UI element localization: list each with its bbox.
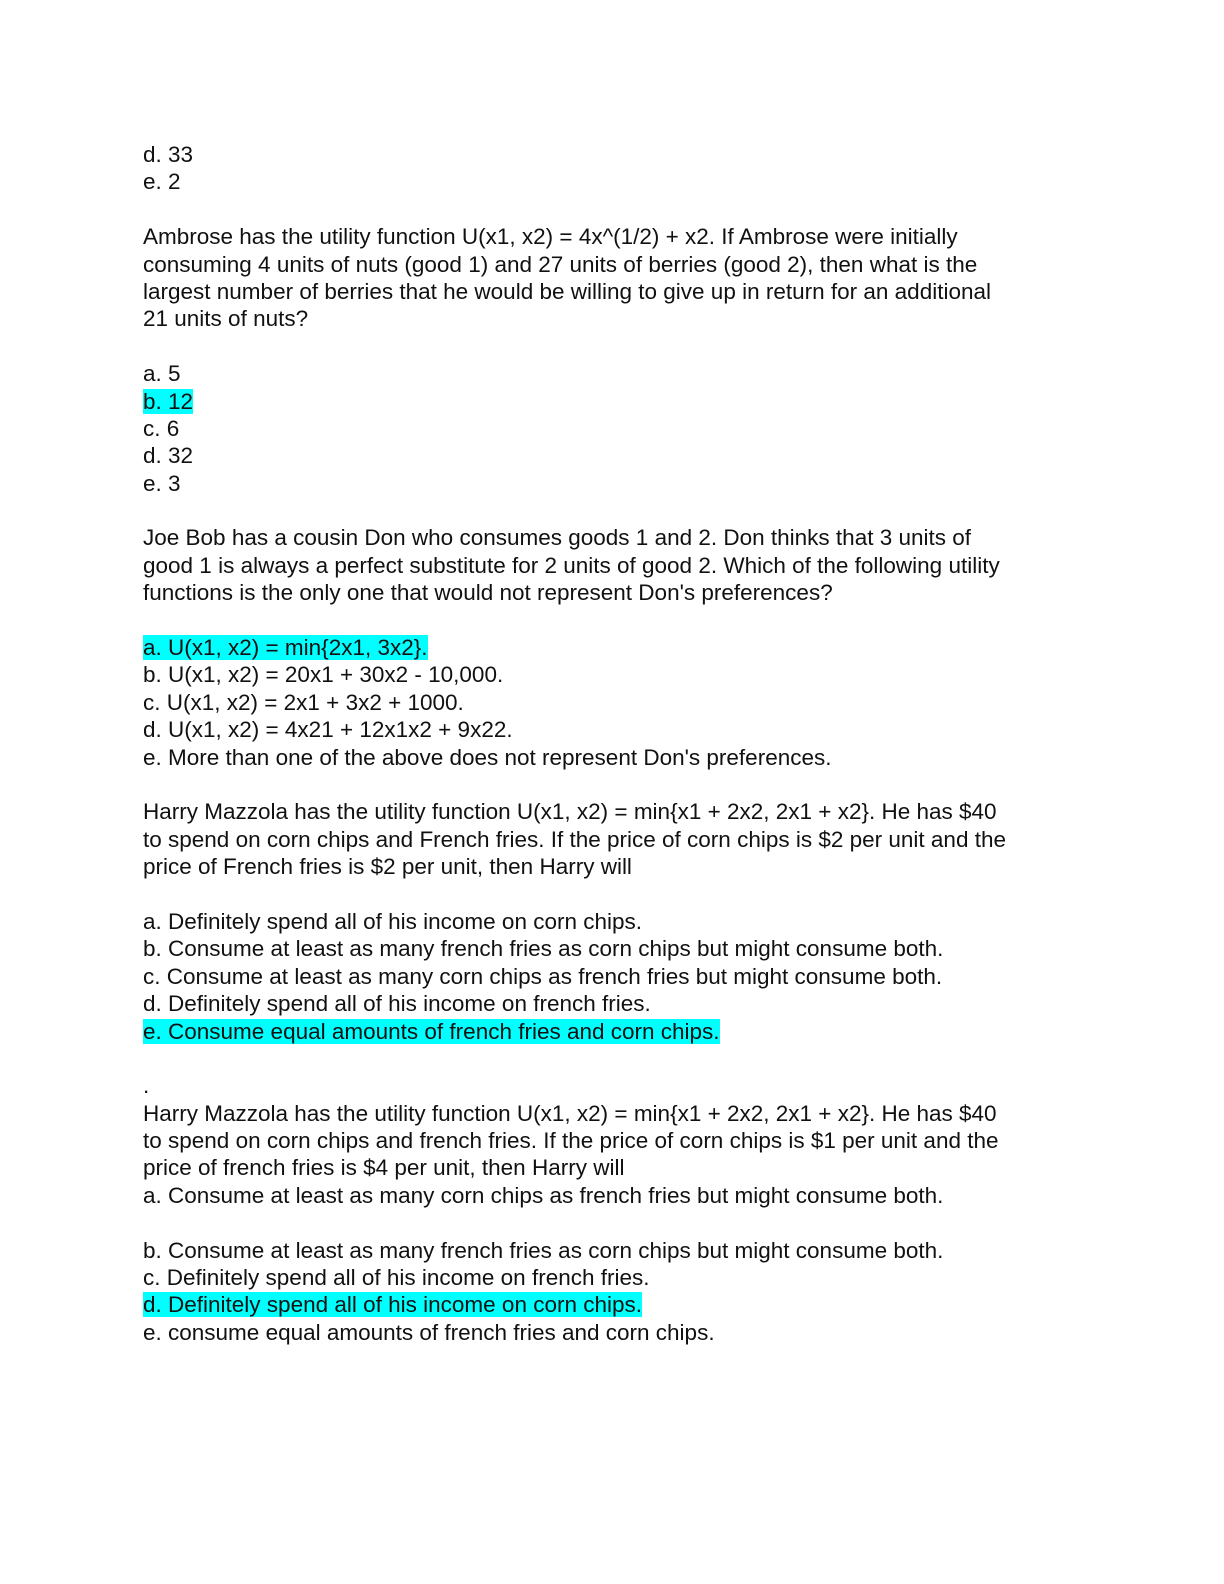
question-text-line: Harry Mazzola has the utility function U(x1, x2) = min{x1 + 2x2, 2x1 + x2}. He has $40	[143, 1100, 997, 1126]
answer-option-a	[143, 1182, 1103, 1209]
question-text-line: to spend on corn chips and french fries. If the price of corn chips is $1 per unit and the	[143, 1128, 999, 1154]
option-text: c. U(x1, x2) = 2x1 + 3x2 + 1000.	[143, 689, 464, 715]
option-text: e. More than one of the above does not represent Don's preferences.	[143, 744, 832, 770]
option-text: d. Definitely spend all of his income on french fries.	[143, 991, 651, 1017]
option-text: c. 6	[143, 415, 180, 441]
spacer	[143, 1045, 1103, 1072]
question-harry-2	[143, 1100, 1103, 1347]
option-text: a. Definitely spend all of his income on corn chips.	[143, 908, 643, 934]
option-d: d. 33	[143, 142, 194, 167]
option-text: a. Consume at least as many corn chips as french fries but might consume both.	[143, 1182, 944, 1208]
answer-option-a	[143, 360, 1103, 387]
answer-option-e	[143, 1319, 1103, 1346]
spacer	[143, 333, 1103, 360]
option-text: b. Consume at least as many french fries as corn chips but might consume both.	[143, 1237, 944, 1263]
answer-option-c	[143, 415, 1103, 442]
answer-option-d	[143, 1291, 1103, 1318]
question-joe-bob	[143, 524, 1103, 771]
answer-option-a	[143, 908, 1103, 935]
option-text: b. Consume at least as many french fries as corn chips but might consume both.	[143, 936, 944, 962]
spacer	[143, 881, 1103, 908]
spacer	[143, 1209, 1103, 1236]
question-text-line: Harry Mazzola has the utility function U(x1, x2) = min{x1 + 2x2, 2x1 + x2}. He has $40	[143, 799, 997, 825]
question-text-line: Joe Bob has a cousin Don who consumes goods 1 and 2. Don thinks that 3 units of	[143, 525, 972, 551]
answer-option-b	[143, 388, 1103, 415]
question-harry-1	[143, 798, 1103, 1045]
highlighted-answer: b. 12	[143, 388, 194, 414]
option-text: c. Definitely spend all of his income on french fries.	[143, 1265, 650, 1291]
question-text-line: price of French fries is $2 per unit, then Harry will	[143, 854, 632, 880]
question-text-line: largest number of berries that he would be willing to give up in return for an additional	[143, 278, 991, 304]
question-text-line: price of french fries is $4 per unit, then Harry will	[143, 1155, 625, 1181]
option-text: a. 5	[143, 361, 181, 387]
answer-option-e	[143, 470, 1103, 497]
answer-option-d	[143, 442, 1103, 469]
question-text-line: 21 units of nuts?	[143, 306, 309, 332]
option-text: b. U(x1, x2) = 20x1 + 30x2 - 10,000.	[143, 662, 504, 688]
answer-option-e	[143, 744, 1103, 771]
highlighted-answer: a. U(x1, x2) = min{2x1, 3x2}.	[143, 635, 428, 661]
option-text: e. consume equal amounts of french fries and corn chips.	[143, 1319, 715, 1345]
answer-option-a	[143, 634, 1103, 661]
answer-option-d	[143, 716, 1103, 743]
spacer	[143, 196, 1103, 223]
answer-option-b	[143, 661, 1103, 688]
question-text-line: consuming 4 units of nuts (good 1) and 27 units of berries (good 2), then what is the	[143, 251, 978, 277]
option-text: d. U(x1, x2) = 4x21 + 12x1x2 + 9x22.	[143, 717, 513, 743]
separator-dot: .	[143, 1073, 150, 1099]
question-text-line: functions is the only one that would not represent Don's preferences?	[143, 580, 833, 606]
spacer	[143, 771, 1103, 798]
answer-option-e	[143, 1018, 1103, 1045]
option-text: e. 3	[143, 470, 181, 496]
option-text: d. 32	[143, 443, 194, 469]
document-page	[143, 141, 1103, 1346]
answer-option-c	[143, 963, 1103, 990]
option-e: e. 2	[143, 169, 181, 195]
highlighted-answer: e. Consume equal amounts of french fries and corn chips.	[143, 1018, 720, 1044]
highlighted-answer: d. Definitely spend all of his income on corn chips.	[143, 1292, 643, 1318]
answer-option-c	[143, 689, 1103, 716]
answer-option-b	[143, 935, 1103, 962]
question-ambrose	[143, 223, 1103, 497]
option-text: c. Consume at least as many corn chips as french fries but might consume both.	[143, 963, 943, 989]
spacer	[143, 607, 1103, 634]
answer-option-c	[143, 1264, 1103, 1291]
question-text-line: Ambrose has the utility function U(x1, x2) = 4x^(1/2) + x2. If Ambrose were initially	[143, 224, 958, 250]
question-text-line: good 1 is always a perfect substitute for 2 units of good 2. Which of the following utility	[143, 552, 1000, 578]
question-text-line: to spend on corn chips and French fries. If the price of corn chips is $2 per unit and the	[143, 826, 1006, 852]
answer-option-d	[143, 990, 1103, 1017]
spacer	[143, 497, 1103, 524]
answer-option-b	[143, 1237, 1103, 1264]
